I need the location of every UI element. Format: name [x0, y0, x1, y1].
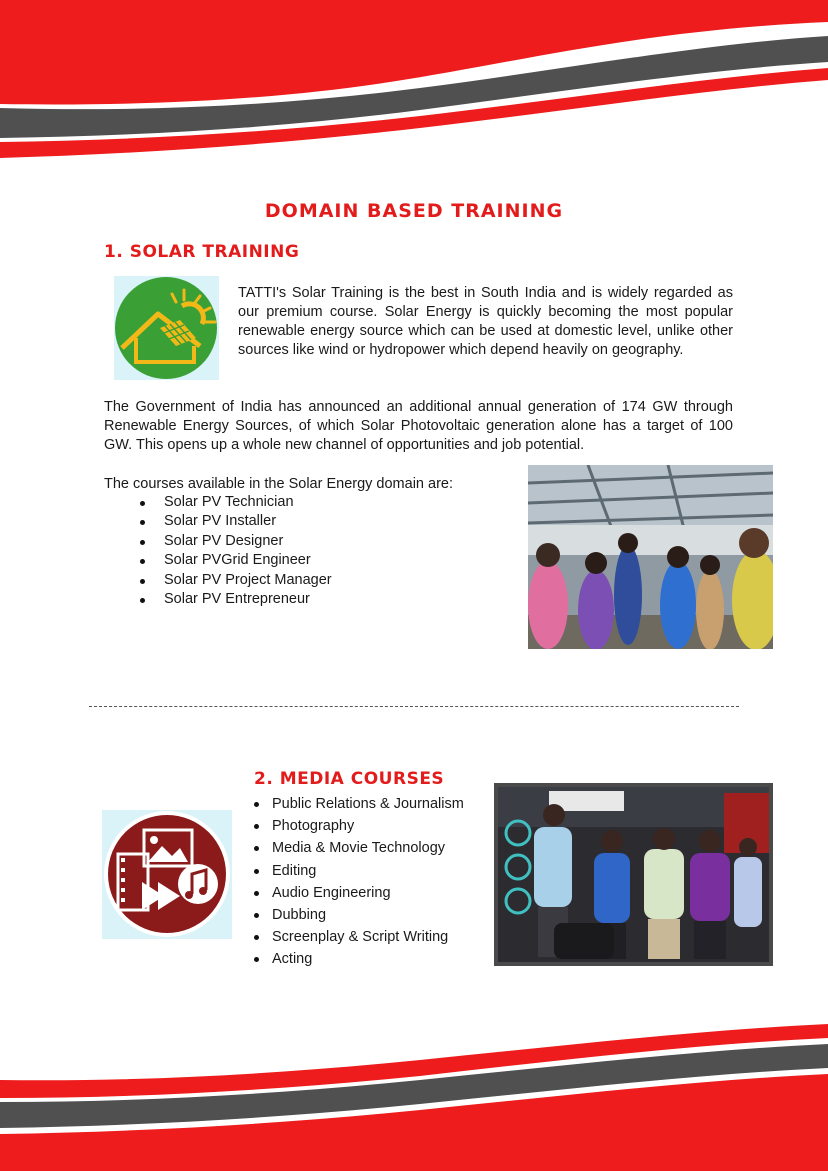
list-item: Photography — [254, 815, 464, 837]
list-item: Solar PV Project Manager — [140, 571, 332, 590]
bottom-wave-band — [0, 1006, 828, 1171]
media-heading: 2. MEDIA COURSES — [254, 769, 445, 789]
solar-intro-paragraph: TATTI's Solar Training is the best in South India and is widely regarded as our premium course. Solar Energy is quickly becoming the most popular renewable energy source which can be used at domestic level, unlike other sources like wind or hydropower which depend heavily on geography. — [238, 285, 733, 358]
media-course-list — [254, 793, 464, 971]
solar-icon-box — [114, 276, 219, 380]
list-item: Solar PV Entrepreneur — [140, 590, 332, 609]
solar-government-paragraph: The Government of India has announced an additional annual generation of 174 GW through Renewable Energy Sources, of which Solar Photovoltaic generation alone has a target of 100 GW. This opens up a whole new channel of opportunities and job potential. — [104, 399, 733, 453]
list-item: Editing — [254, 860, 464, 882]
solar-heading: 1. SOLAR TRAINING — [104, 242, 300, 262]
list-item: Public Relations & Journalism — [254, 793, 464, 815]
list-item: Acting — [254, 948, 464, 970]
solar-house-icon — [114, 276, 219, 380]
list-item: Solar PV Installer — [140, 512, 332, 531]
media-course-photo — [494, 783, 773, 966]
list-item: Screenplay & Script Writing — [254, 926, 464, 948]
solar-training-photo — [528, 465, 773, 649]
solar-course-list — [140, 493, 332, 609]
section-divider — [89, 706, 739, 707]
list-item: Solar PVGrid Engineer — [140, 551, 332, 570]
media-icon — [102, 810, 232, 939]
page-title: DOMAIN BASED TRAINING — [264, 200, 564, 222]
list-item: Audio Engineering — [254, 882, 464, 904]
list-item: Dubbing — [254, 904, 464, 926]
list-item: Solar PV Technician — [140, 493, 332, 512]
media-icon-box — [102, 810, 232, 939]
solar-courses-intro: The courses available in the Solar Energy domain are: — [104, 476, 453, 492]
list-item: Media & Movie Technology — [254, 837, 464, 859]
top-wave-band — [0, 0, 828, 165]
list-item: Solar PV Designer — [140, 532, 332, 551]
